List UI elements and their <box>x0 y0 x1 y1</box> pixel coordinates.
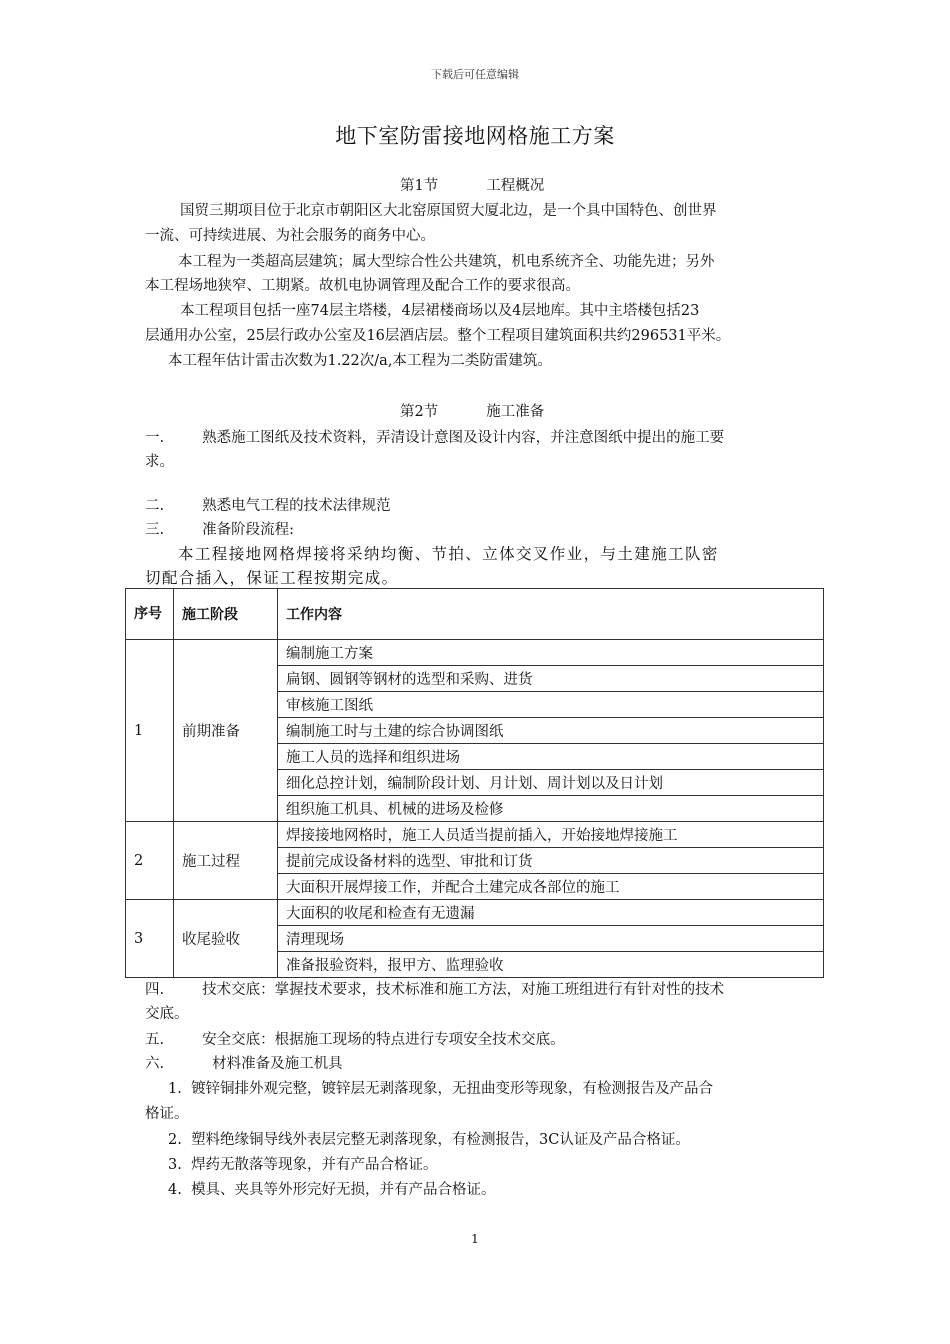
item-1-cont: 求。 <box>145 454 174 470</box>
section2-name: 施工准备 <box>486 404 545 420</box>
material-2 <box>168 1128 690 1149</box>
table-row <box>126 640 824 666</box>
s1-para-3b: 层通用办公室，25层行政办公室及16层酒店层。整个工程项目建筑面积共约296531平米。 <box>145 328 731 344</box>
row-stage: 施工过程 <box>174 822 278 900</box>
section2-heading <box>400 400 544 421</box>
item-6-text: 材料准备及施工机具 <box>212 1056 343 1072</box>
item-1 <box>145 426 724 447</box>
item-2-number: 二. <box>145 498 165 514</box>
s1-para-2a: 本工程为一类超高层建筑；属大型综合性公共建筑，机电系统齐全、功能先进；另外 <box>178 254 715 270</box>
row-task: 焊接接地网格时，施工人员适当提前插入，开始接地焊接施工 <box>278 822 824 848</box>
row-seq: 2 <box>126 822 174 900</box>
item-5-number: 五. <box>145 1032 165 1048</box>
item-1-text: 熟悉施工图纸及技术资料，弄清设计意图及设计内容，并注意图纸中提出的施工要 <box>202 430 725 446</box>
material-4-text: 模具、夹具等外形完好无损，并有产品合格证。 <box>191 1182 496 1198</box>
work-plan-table <box>125 588 824 978</box>
header-note: 下载后可任意编辑 <box>431 68 519 81</box>
item-4-number: 四. <box>145 982 165 998</box>
row-task: 准备报验资料，报甲方、监理验收 <box>278 952 824 978</box>
header-stage: 施工阶段 <box>174 589 278 640</box>
row-task: 大面积的收尾和检查有无遗漏 <box>278 900 824 926</box>
row-seq: 3 <box>126 900 174 978</box>
item-4 <box>145 978 724 999</box>
row-stage: 收尾验收 <box>174 900 278 978</box>
item-1-number: 一. <box>145 430 165 446</box>
section2-number: 第2节 <box>400 404 439 420</box>
row-task: 大面积开展焊接工作，并配合土建完成各部位的施工 <box>278 874 824 900</box>
header-seq: 序号 <box>126 589 174 640</box>
material-3-number: 3. <box>168 1157 182 1173</box>
material-3-text: 焊药无散落等现象，并有产品合格证。 <box>191 1157 438 1173</box>
material-1-text: 镀锌铜排外观完整，镀锌层无剥落现象，无扭曲变形等现象，有检测报告及产品合 <box>191 1081 714 1097</box>
item-3-desc-a: 本工程接地网格焊接将采纳均衡、节拍、立体交叉作业，与土建施工队密 <box>178 545 719 563</box>
header-content: 工作内容 <box>278 589 824 640</box>
material-2-number: 2. <box>168 1132 182 1148</box>
table-header-row <box>126 589 824 640</box>
page-number: 1 <box>471 1232 479 1246</box>
row-task: 施工人员的选择和组织进场 <box>278 744 824 770</box>
item-4-text: 技术交底：掌握技术要求，技术标准和施工方法，对施工班组进行有针对性的技术 <box>202 982 725 998</box>
s1-para-1b: 一流、可持续进展、为社会服务的商务中心。 <box>145 228 435 244</box>
s1-para-1a: 国贸三期项目位于北京市朝阳区大北窑原国贸大厦北边，是一个具中国特色、创世界 <box>180 203 717 219</box>
material-1 <box>168 1077 713 1098</box>
item-4-cont: 交底。 <box>145 1006 189 1022</box>
table-row <box>126 900 824 926</box>
table-row <box>126 822 824 848</box>
material-4-number: 4. <box>168 1182 182 1198</box>
section1-heading <box>400 174 544 195</box>
row-seq: 1 <box>126 640 174 822</box>
s1-para-3a: 本工程项目包括一座74层主塔楼，4层裙楼商场以及4层地库。其中主塔楼包括23 <box>180 303 700 319</box>
page-title: 地下室防雷接地网格施工方案 <box>335 124 615 148</box>
material-1-cont: 格证。 <box>145 1106 189 1122</box>
item-3-desc-b: 切配合插入，保证工程按期完成。 <box>145 569 399 587</box>
row-task: 编制施工时与土建的综合协调图纸 <box>278 718 824 744</box>
row-task: 扁钢、圆钢等钢材的选型和采购、进货 <box>278 666 824 692</box>
item-3-text: 准备阶段流程: <box>202 522 294 538</box>
material-4 <box>168 1178 496 1199</box>
material-2-text: 塑料绝缘铜导线外表层完整无剥落现象，有检测报告，3C认证及产品合格证。 <box>191 1132 690 1148</box>
item-2-text: 熟悉电气工程的技术法律规范 <box>202 498 391 514</box>
section1-number: 第1节 <box>400 178 439 194</box>
s1-para-2b: 本工程场地狭窄、工期紧。故机电协调管理及配合工作的要求很高。 <box>145 278 580 294</box>
row-task: 审核施工图纸 <box>278 692 824 718</box>
item-6-number: 六. <box>145 1056 165 1072</box>
item-3-number: 三. <box>145 522 165 538</box>
row-task: 细化总控计划，编制阶段计划、月计划、周计划以及日计划 <box>278 770 824 796</box>
row-task: 提前完成设备材料的选型、审批和订货 <box>278 848 824 874</box>
item-5-text: 安全交底：根据施工现场的特点进行专项安全技术交底。 <box>202 1032 565 1048</box>
row-task: 清理现场 <box>278 926 824 952</box>
row-task: 组织施工机具、机械的进场及检修 <box>278 796 824 822</box>
s1-para-4: 本工程年估计雷击次数为1.22次/a,本工程为二类防雷建筑。 <box>168 353 552 369</box>
material-3 <box>168 1153 438 1174</box>
item-2 <box>145 494 391 515</box>
section1-name: 工程概况 <box>486 178 545 194</box>
material-1-number: 1. <box>168 1081 182 1097</box>
item-5 <box>145 1028 565 1049</box>
row-task: 编制施工方案 <box>278 640 824 666</box>
row-stage: 前期准备 <box>174 640 278 822</box>
item-3 <box>145 518 294 539</box>
item-6 <box>145 1052 343 1073</box>
